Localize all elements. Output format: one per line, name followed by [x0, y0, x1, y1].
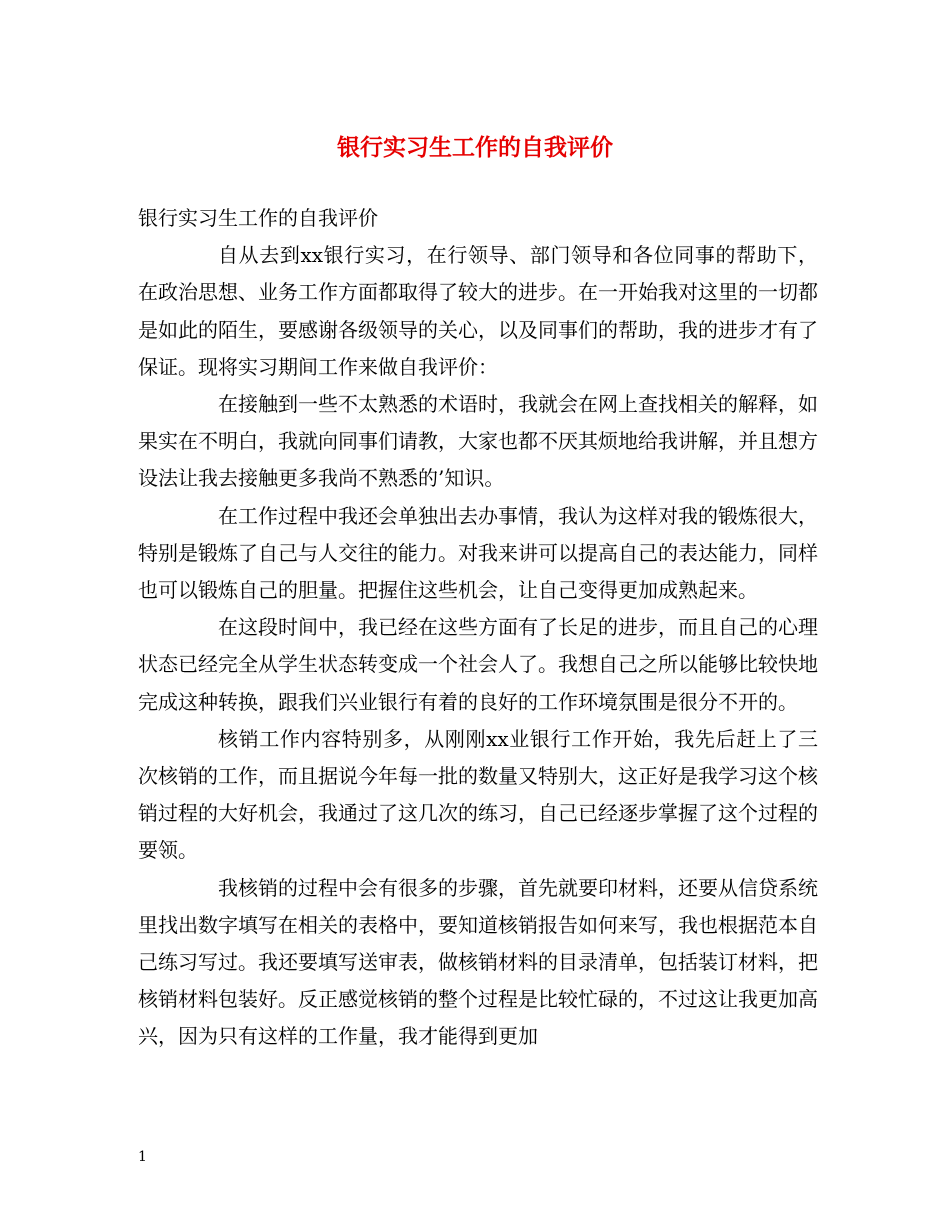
document-subtitle: 银行实习生工作的自我评价 — [138, 206, 378, 230]
document-title: 银行实习生工作的自我评价 — [337, 134, 613, 161]
page-number: 1 — [138, 1149, 147, 1165]
paragraph-6: 我核销的过程中会有很多的步骤，首先就要印材料，还要从信贷系统里找出数字填写在相关的表格中，要知道核销报告如何来写，我也根据范本自己练习写过。我还要填写送审表，做核销材料的目录清单，包括装订材料，把核销材料包装好。反正感觉核销的整个过程是比较忙碌的，不过这让我更加高兴，因为只有这样的工作量，我才能得到更加 — [138, 875, 818, 1049]
paragraph-4: 在这段时间中，我已经在这些方面有了长足的进步，而且自己的心理状态已经完全从学生状态转变成一个社会人了。我想自己之所以能够比较快地完成这种转换，跟我们兴业银行有着的良好的工作环境氛围是很分不开的。 — [138, 615, 818, 714]
paragraph-2: 在接触到一些不太熟悉的术语时，我就会在网上查找相关的解释，如果实在不明白，我就向同事们请教，大家也都不厌其烦地给我讲解，并且想方设法让我去接触更多我尚不熟悉的’知识。 — [138, 392, 818, 491]
paragraph-1: 自从去到xx银行实习，在行领导、部门领导和各位同事的帮助下，在政治思想、业务工作方面都取得了较大的进步。在一开始我对这里的一切都是如此的陌生，要感谢各级领导的关心，以及同事们的帮助，我的进步才有了保证。现将实习期间工作来做自我评价： — [138, 243, 818, 379]
paragraph-3: 在工作过程中我还会单独出去办事情，我认为这样对我的锻炼很大，特别是锻炼了自己与人交往的能力。对我来讲可以提高自己的表达能力，同样也可以锻炼自己的胆量。把握住这些机会，让自己变得更加成熟起来。 — [138, 503, 818, 603]
document-body — [138, 200, 818, 1056]
paragraph-5: 核销工作内容特别多，从刚刚xx业银行工作开始，我先后赶上了三次核销的工作，而且据说今年每一批的数量又特别大，这正好是我学习这个核销过程的大好机会，我通过了这几次的练习，自己已经逐步掌握了这个过程的要领。 — [138, 726, 818, 863]
